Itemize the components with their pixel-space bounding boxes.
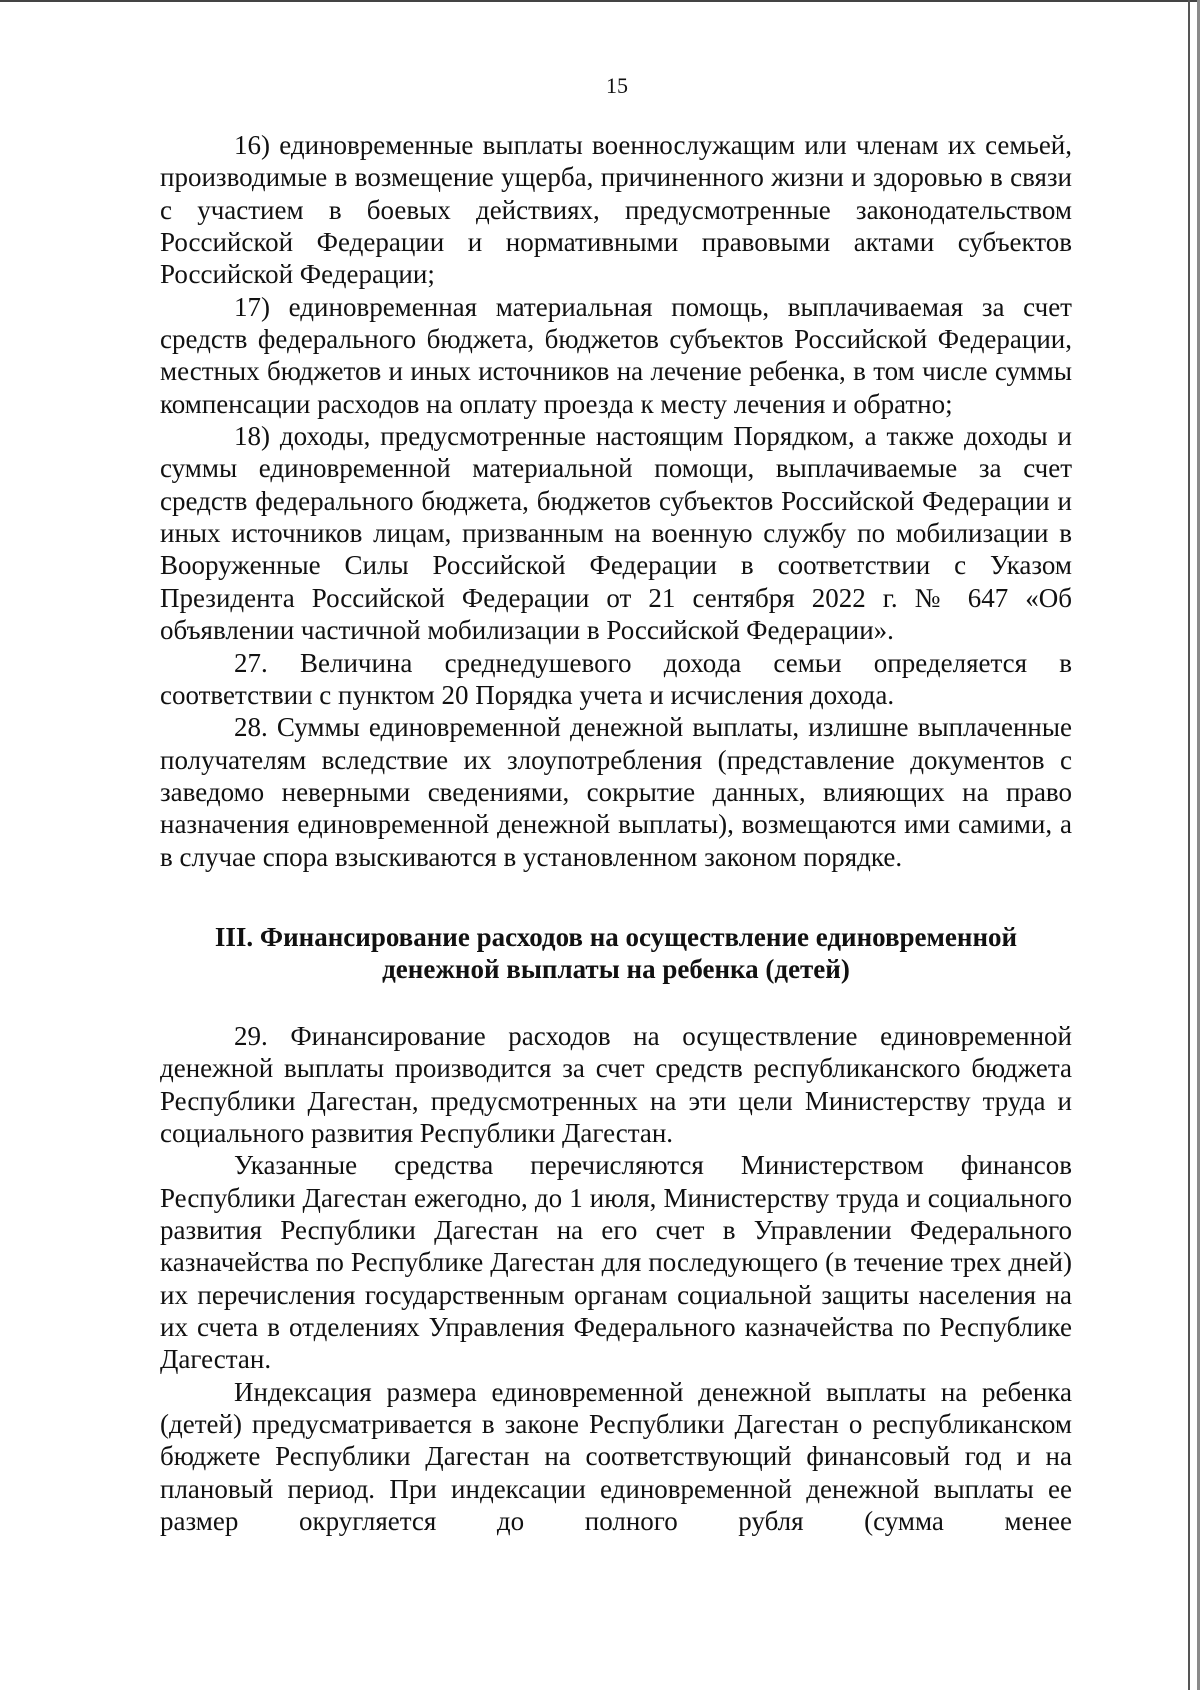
- document-body: [160, 129, 1072, 1537]
- paragraph-indexation: Индексация размера единовременной денежной выплаты на ребенка (детей) предусматривается в законе Республики Дагестан о республиканском бюджете Республики Дагестан на соответствующий финансовый год и на плановый период. При индексации единовременной денежной выплаты ее размер округляется до полного рубля (сумма менее: [160, 1376, 1072, 1537]
- section-heading: [160, 921, 1072, 986]
- scan-edge-right: [1188, 0, 1190, 1690]
- section-heading-line-1: III. Финансирование расходов на осуществление единовременной: [214, 921, 1018, 952]
- paragraph-item-17: 17) единовременная материальная помощь, выплачиваемая за счет средств федерального бюджета, бюджетов субъектов Российской Федерации, местных бюджетов и иных источников на лечение ребенка, в том числе суммы компенсации расходов на оплату проезда к месту лечения и обратно;: [160, 291, 1072, 419]
- paragraph-clause-27: 27. Величина среднедушевого дохода семьи определяется в соответствии с пунктом 20 Порядка учета и исчисления дохода.: [160, 647, 1072, 710]
- section-heading-line-2: денежной выплаты на ребенка (детей): [382, 954, 850, 985]
- paragraph-item-18: 18) доходы, предусмотренные настоящим Порядком, а также доходы и суммы единовременной материальной помощи, выплачиваемые за счет средств федерального бюджета, бюджетов субъектов Российской Федерации и иных источников лицам, призванным на военную службу по мобилизации в Вооруженные Силы Российской Федерации в соответствии с Указом Президента Российской Федерации от 21 сентября 2022 г. № 647 «Об объявлении частичной мобилизации в Российской Федерации».: [160, 421, 1072, 646]
- page-number: 15: [606, 73, 628, 98]
- paragraph-clause-29: 29. Финансирование расходов на осуществление единовременной денежной выплаты производится за счет средств республиканского бюджета Республики Дагестан, предусмотренных на эти цели Министерству труда и социального развития Республики Дагестан.: [160, 1020, 1072, 1148]
- paragraph-transfer: Указанные средства перечисляются Министерством финансов Республики Дагестан ежегодно, до 1 июля, Министерству труда и социального развития Республики Дагестан на его счет в Управлении Федерального казначейства по Республике Дагестан для последующего (в течение трех дней) их перечисления государственным органам социальной защиты населения на их счета в отделениях Управления Федерального казначейства по Республике Дагестан.: [160, 1150, 1072, 1375]
- paragraph-item-16: 16) единовременные выплаты военнослужащим или членам их семьей, производимые в возмещение ущерба, причиненного жизни и здоровью в связи с участием в боевых действиях, предусмотренные законодательством Российской Федерации и нормативными правовыми актами субъектов Российской Федерации;: [160, 130, 1072, 290]
- paragraph-clause-28: 28. Суммы единовременной денежной выплаты, излишне выплаченные получателям вследствие их злоупотребления (представление документов с заведомо неверными сведениями, сокрытие данных, влияющих на право назначения единовременной денежной выплаты), возмещаются ими самими, а в случае спора взыскиваются в установленном законом порядке.: [160, 712, 1072, 872]
- scan-edge-top: [0, 0, 1200, 2]
